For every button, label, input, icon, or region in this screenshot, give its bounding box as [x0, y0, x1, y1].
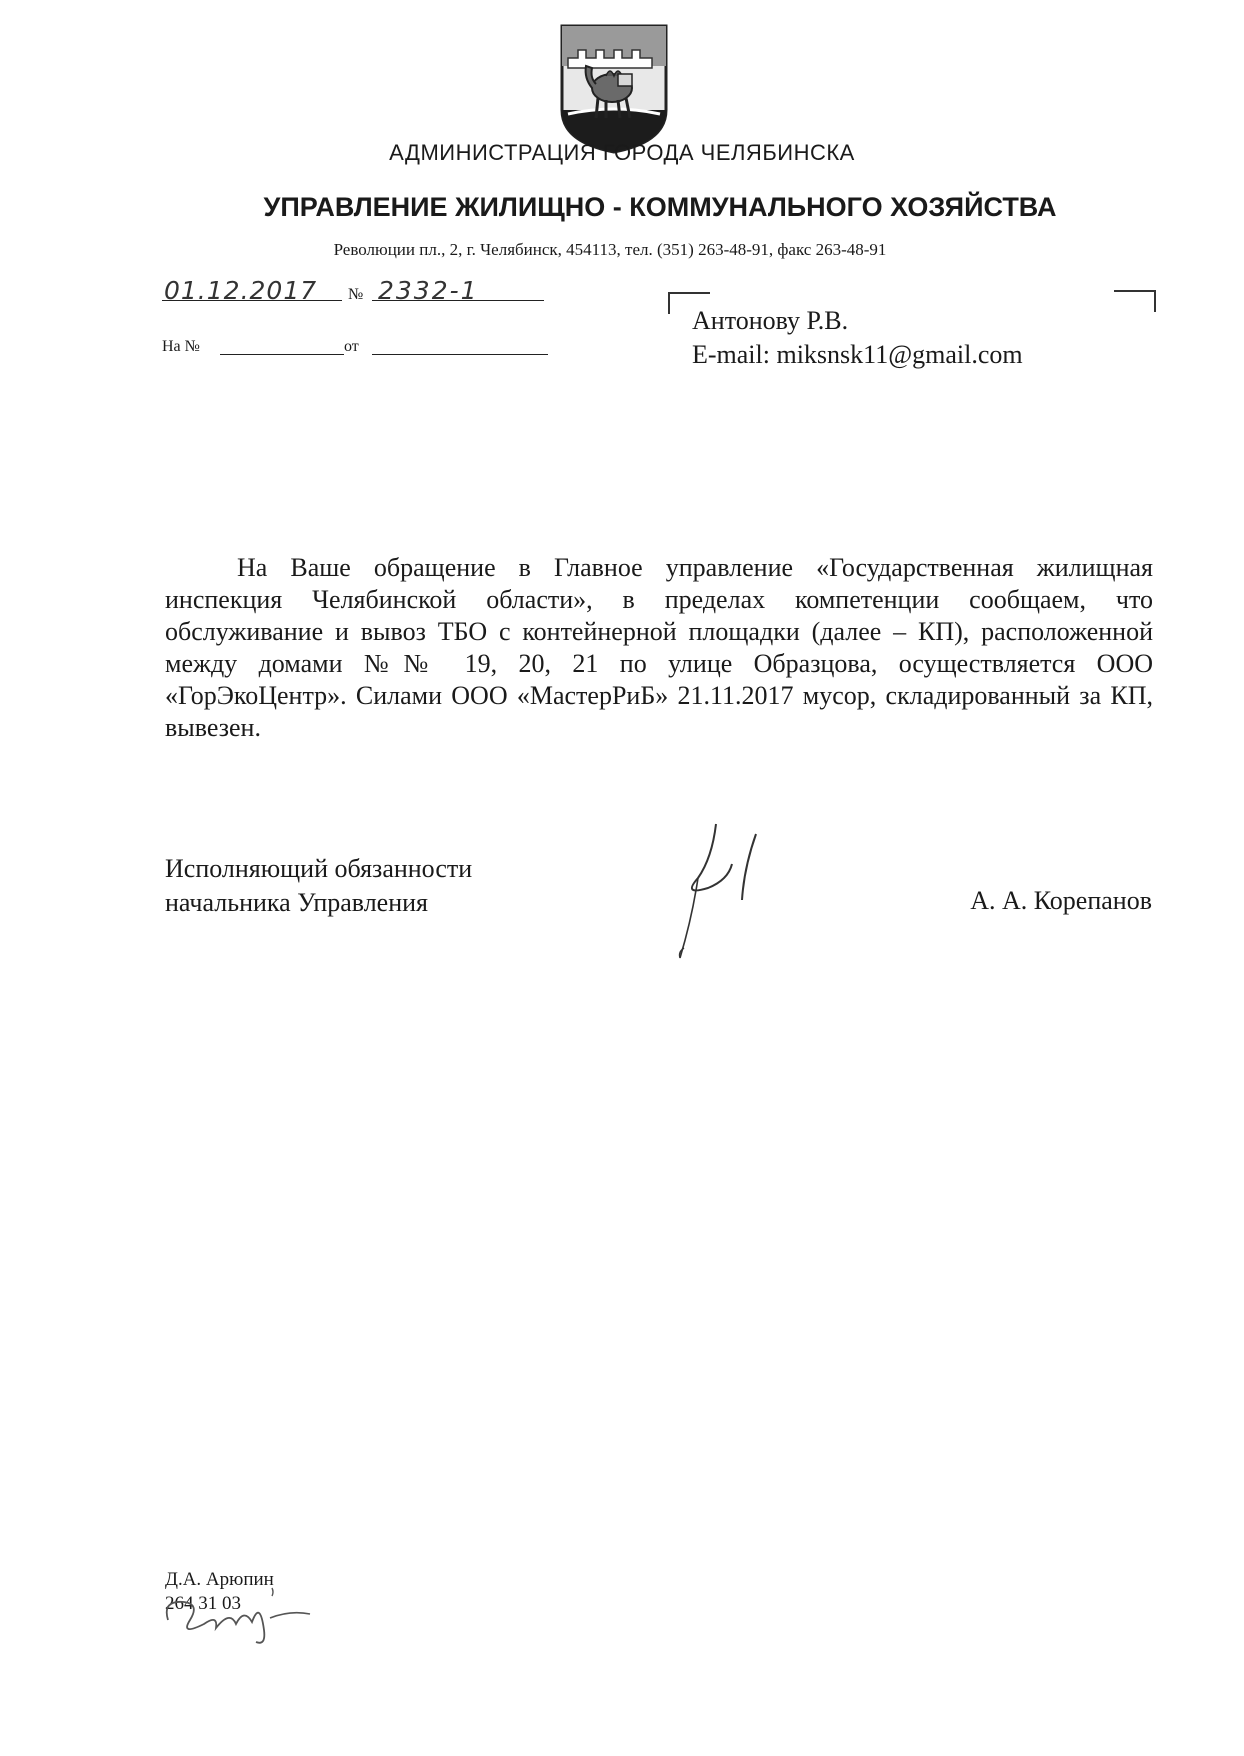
- coat-of-arms-emblem: [554, 18, 674, 156]
- signatory-title: [165, 852, 472, 920]
- reply-to-date-line: [372, 354, 548, 355]
- department-address: Революции пл., 2, г. Челябинск, 454113, тел. (351) 263-48-91, факс 263-48-91: [333, 240, 887, 259]
- reply-to-label: На №: [162, 338, 200, 355]
- recipient-email: E-mail: miksnsk11@gmail.com: [692, 340, 1023, 369]
- signatory-title-line-1: Исполняющий обязанности: [165, 854, 473, 883]
- number-label: №: [348, 286, 364, 303]
- address-bracket-right: [1114, 290, 1156, 312]
- executor-name: Д.А. Арюпин: [165, 1569, 274, 1590]
- handwritten-signature: [668, 818, 788, 968]
- executor-signature: [160, 1580, 330, 1650]
- outgoing-date: 01.12.2017: [164, 276, 318, 305]
- recipient-name: Антонову Р.В.: [692, 306, 849, 335]
- outgoing-number: 2332-1: [378, 276, 479, 305]
- administration-title: АДМИНИСТРАЦИЯ ГОРОДА ЧЕЛЯБИНСКА: [389, 140, 855, 165]
- signatory-title-line-2: начальника Управления: [165, 888, 429, 917]
- reply-to-number-line: [220, 354, 344, 355]
- reply-to-date-label: от: [344, 338, 359, 355]
- executor-phone: 264 31 03: [165, 1593, 241, 1614]
- letter-body: На Ваше обращение в Главное управление «Государственная жилищная инспекция Челябинской области», в пределах компетенции сообщаем, что обслуживание и вывоз ТБО с контейнерной площадки (далее – КП), расположенной между домами №№ 19, 20, 21 по улице Образцова, осуществляется ООО «ГорЭкоЦентр». Силами ООО «МастерРиБ» 21.11.2017 мусор, складированный за КП, вывезен.: [165, 553, 1153, 742]
- department-title: УПРАВЛЕНИЕ ЖИЛИЩНО - КОММУНАЛЬНОГО ХОЗЯЙСТВА: [263, 192, 1057, 222]
- recipient-block: [692, 304, 1023, 372]
- signatory-name: А. А. Корепанов: [970, 886, 1152, 915]
